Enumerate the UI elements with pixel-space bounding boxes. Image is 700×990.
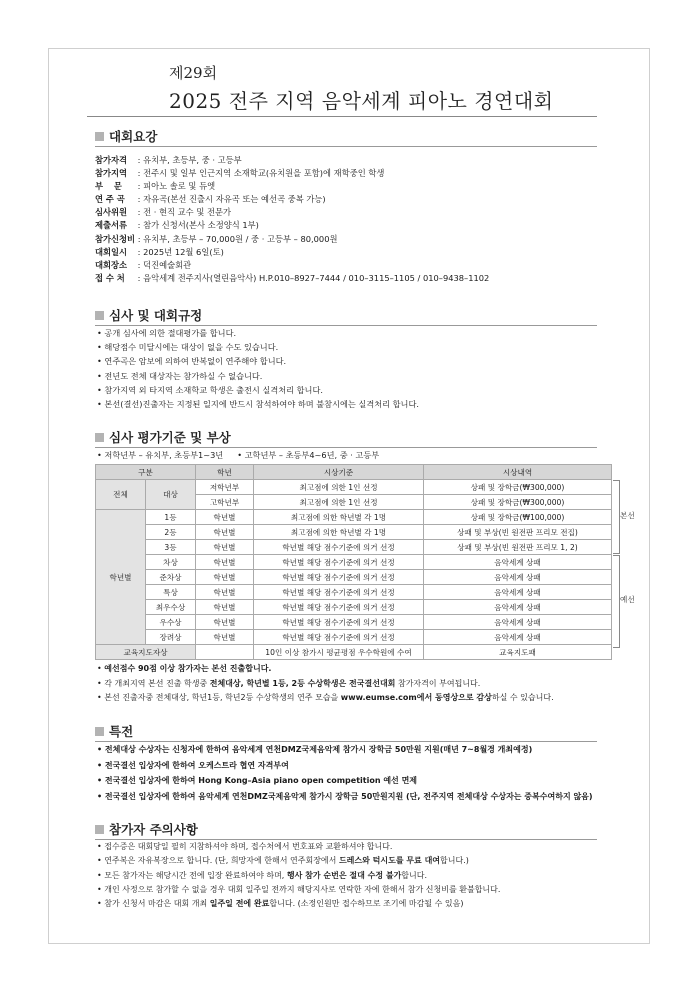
prize-cell: 음악세계 상패 [424, 630, 612, 645]
cautions-list [97, 840, 617, 911]
caution-item: • 참가 신청서 마감은 대회 개최 일주일 전에 완료합니다. (소정인원만 접수하므로 조기에 마감될 수 있음) [97, 899, 464, 909]
group-cell: 전체 [96, 480, 146, 510]
criterion-cell: 최고점에 의한 1인 선정 [254, 480, 424, 495]
column-header: 구분 [96, 465, 196, 480]
caution-item: • 접수증은 대회당일 필히 지참하셔야 하며, 접수처에서 번호표와 교환하셔야 합니다. [97, 842, 393, 851]
table-row [96, 555, 612, 570]
criteria-notes [97, 662, 627, 706]
criterion-cell: 학년별 해당 점수기준에 의거 선정 [254, 600, 424, 615]
rule-item: • 해당점수 미달시에는 대상이 없을 수도 있습니다. [97, 342, 279, 353]
header-divider [87, 116, 597, 117]
caution-item: • 개인 사정으로 참가할 수 없을 경우 대회 일주일 전까지 해당지사로 연락한 자에 한해서 참가 신청비를 환불합니다. [97, 884, 501, 894]
overview-row: 연 주 곡 : 자유곡(본선 진출시 자유곡 또는 예선곡 중복 가능) [95, 194, 326, 205]
award-cell: 3등 [146, 540, 196, 555]
prize-cell: 상패 및 장학금(₩300,000) [424, 480, 612, 495]
criterion-cell: 학년별 해당 점수기준에 의거 선정 [254, 615, 424, 630]
column-header: 시상내역 [424, 465, 612, 480]
criterion-cell: 학년별 해당 점수기준에 의거 선정 [254, 540, 424, 555]
benefit-item: • 전국결선 입상자에 한하여 Hong Kong–Asia piano open competition 예선 면제 [97, 776, 418, 785]
preliminary-bracket [613, 555, 620, 648]
table-row [96, 570, 612, 585]
rules-list [97, 326, 617, 411]
award-cell: 특상 [146, 585, 196, 600]
overview-row: 부 문 : 피아노 솔로 및 듀엣 [95, 181, 216, 192]
rule-item: • 전년도 전체 대상자는 참가하실 수 없습니다. [97, 370, 263, 381]
section-heading-benefits: 특전 [95, 722, 133, 740]
grade-cell: 학년별 [196, 540, 254, 555]
grade-cell: 저학년부 [196, 480, 254, 495]
grade-cell: 학년별 [196, 510, 254, 525]
grade-cell: 학년별 [196, 585, 254, 600]
caution-item: • 모든 참가자는 해당시간 전에 입장 완료하여야 하며, 행사 참가 순번은 절대 수정 불가합니다. [97, 870, 428, 880]
grade-cell: 학년별 [196, 525, 254, 540]
award-cell: 우수상 [146, 615, 196, 630]
rule-item: • 연주곡은 암보에 의하여 반복없이 연주해야 합니다. [97, 356, 287, 367]
edition-label: 제29회 [169, 64, 218, 82]
note-item: • 예선점수 90점 이상 참가자는 본선 진출합니다. [97, 664, 272, 673]
table-row [96, 630, 612, 645]
award-cell: 준차상 [146, 570, 196, 585]
overview-list [95, 154, 615, 285]
criterion-cell: 10인 이상 참가시 평균평점 우수학원에 수여 [254, 645, 424, 660]
column-header: 학년 [196, 465, 254, 480]
criteria-table [95, 464, 612, 660]
poster-page [48, 48, 650, 944]
main-round-label: 본선 [620, 511, 635, 520]
table-row [96, 585, 612, 600]
award-cell: 교육지도자상 [96, 645, 196, 660]
criterion-cell: 학년별 해당 점수기준에 의거 선정 [254, 570, 424, 585]
prize-cell: 음악세계 상패 [424, 600, 612, 615]
heading-square-icon [95, 825, 104, 834]
column-header: 시상기준 [254, 465, 424, 480]
award-cell: 장려상 [146, 630, 196, 645]
table-row [96, 525, 612, 540]
prize-cell: 상패 및 부상(빈 원전판 프리모 전집) [424, 525, 612, 540]
criterion-cell: 최고점에 의한 1인 선정 [254, 495, 424, 510]
grade-cell: 학년별 [196, 570, 254, 585]
table-row [96, 510, 612, 525]
rule-item: • 본선(결선)진출자는 지정된 일지에 반드시 참석하여야 하며 불참시에는 실격처리 합니다. [97, 399, 419, 410]
award-cell: 차상 [146, 555, 196, 570]
grade-cell: 학년별 [196, 600, 254, 615]
overview-row: 대회일시 : 2025년 12월 6일(토) [95, 246, 224, 257]
overview-row: 제출서류 : 참가 신청서(본사 소정양식 1부) [95, 220, 259, 231]
poster-header [169, 62, 554, 114]
award-cell: 2등 [146, 525, 196, 540]
note-item: • 각 개최지역 본선 진출 학생중 전체대상, 학년별 1등, 2등 수상학생은 전국결선대회 참가자격이 부여됩니다. [97, 678, 481, 688]
overview-row: 참가신청비 : 유치부, 초등부 – 70,000원 / 중 · 고등부 – 80,000원 [95, 233, 338, 244]
grade-cell [196, 645, 254, 660]
table-row [96, 540, 612, 555]
criterion-cell: 최고점에 의한 학년별 각 1명 [254, 510, 424, 525]
prize-cell: 상패 및 장학금(₩300,000) [424, 495, 612, 510]
overview-row: 참가지역 : 전주시 및 일부 인근지역 소재학교(유치원을 포함)에 재학중인 학생 [95, 168, 385, 179]
benefits-list [97, 742, 617, 804]
section-heading-criteria: 심사 평가기준 및 부상 [95, 428, 231, 446]
award-cell: 1등 [146, 510, 196, 525]
section-heading-cautions: 참가자 주의사항 [95, 820, 198, 838]
note-item: • 본선 진출자중 전체대상, 학년1등, 학년2등 수상학생의 연주 모습을 www.eumse.com에서 동영상으로 감상하실 수 있습니다. [97, 693, 554, 702]
table-row [96, 645, 612, 660]
benefit-item: • 전국결선 입상자에 한하여 오케스트라 협연 자격부여 [97, 760, 289, 770]
prize-cell: 상패 및 장학금(₩100,000) [424, 510, 612, 525]
grade-cell: 학년별 [196, 615, 254, 630]
section-heading-overview: 대회요강 [95, 127, 157, 145]
group-cell: 학년별 [96, 510, 146, 645]
section-heading-rules: 심사 및 대회규정 [95, 306, 202, 324]
prize-cell: 음악세계 상패 [424, 555, 612, 570]
grade-cell: 학년별 [196, 630, 254, 645]
overview-row: 참가자격 : 유치부, 초등부, 중 · 고등부 [95, 155, 242, 165]
benefit-item: • 전체대상 수상자는 신청자에 한하여 음악세계 연천DMZ국제음악제 참가시 장학금 50만원 지원(매년 7~8월경 개최예정) [97, 745, 533, 754]
main-round-bracket [613, 480, 620, 554]
preliminary-label: 예선 [620, 595, 635, 604]
section-divider [95, 146, 597, 147]
criterion-cell: 학년별 해당 점수기준에 의거 선정 [254, 630, 424, 645]
rule-item: • 참가지역 외 타지역 소재학교 학생은 출전시 실격처리 합니다. [97, 384, 323, 395]
prize-cell: 상패 및 부상(빈 원전판 프리모 1, 2) [424, 540, 612, 555]
heading-square-icon [95, 132, 104, 141]
division-note: • 저학년부 – 유치부, 초등부1~3년 • 고학년부 – 초등부4~6년, 중 · 고등부 [97, 450, 380, 460]
heading-square-icon [95, 727, 104, 736]
prize-cell: 음악세계 상패 [424, 585, 612, 600]
heading-square-icon [95, 311, 104, 320]
table-row [96, 615, 612, 630]
heading-square-icon [95, 433, 104, 442]
criterion-cell: 최고점에 의한 학년별 각 1명 [254, 525, 424, 540]
overview-row: 심사위원 : 전 · 현직 교수 및 전문가 [95, 207, 232, 218]
criterion-cell: 학년별 해당 점수기준에 의거 선정 [254, 555, 424, 570]
award-cell: 대상 [146, 480, 196, 510]
criterion-cell: 학년별 해당 점수기준에 의거 선정 [254, 585, 424, 600]
overview-row: 대회장소 : 덕진예술회관 [95, 259, 192, 270]
poster-title: 2025 전주 지역 음악세계 피아노 경연대회 [169, 89, 554, 113]
table-row [96, 600, 612, 615]
award-cell: 최우수상 [146, 600, 196, 615]
prize-cell: 교육지도패 [424, 645, 612, 660]
benefit-item: • 전국결선 입상자에 한하여 음악세계 연천DMZ국제음악제 참가시 장학금 50만원지원 (단, 전주지역 전체대상 수상자는 중복수여하지 않음) [97, 791, 593, 801]
table-header-row [96, 465, 612, 480]
caution-item: • 연주복은 자유복장으로 합니다. (단, 희망자에 한해서 연주회장에서 드레스와 턱시도를 무료 대여합니다.) [97, 856, 469, 866]
grade-cell: 학년별 [196, 555, 254, 570]
prize-cell: 음악세계 상패 [424, 615, 612, 630]
prize-cell: 음악세계 상패 [424, 570, 612, 585]
section-divider [95, 447, 597, 448]
rule-item: • 공개 심사에 의한 절대평가를 합니다. [97, 328, 237, 338]
grade-cell: 고학년부 [196, 495, 254, 510]
overview-row: 접 수 처 : 음악세계 전주지사(열린음악사) H.P.010–8927–7444 / 010–3115–1105 / 010–9438–1102 [95, 272, 490, 283]
table-row [96, 480, 612, 495]
